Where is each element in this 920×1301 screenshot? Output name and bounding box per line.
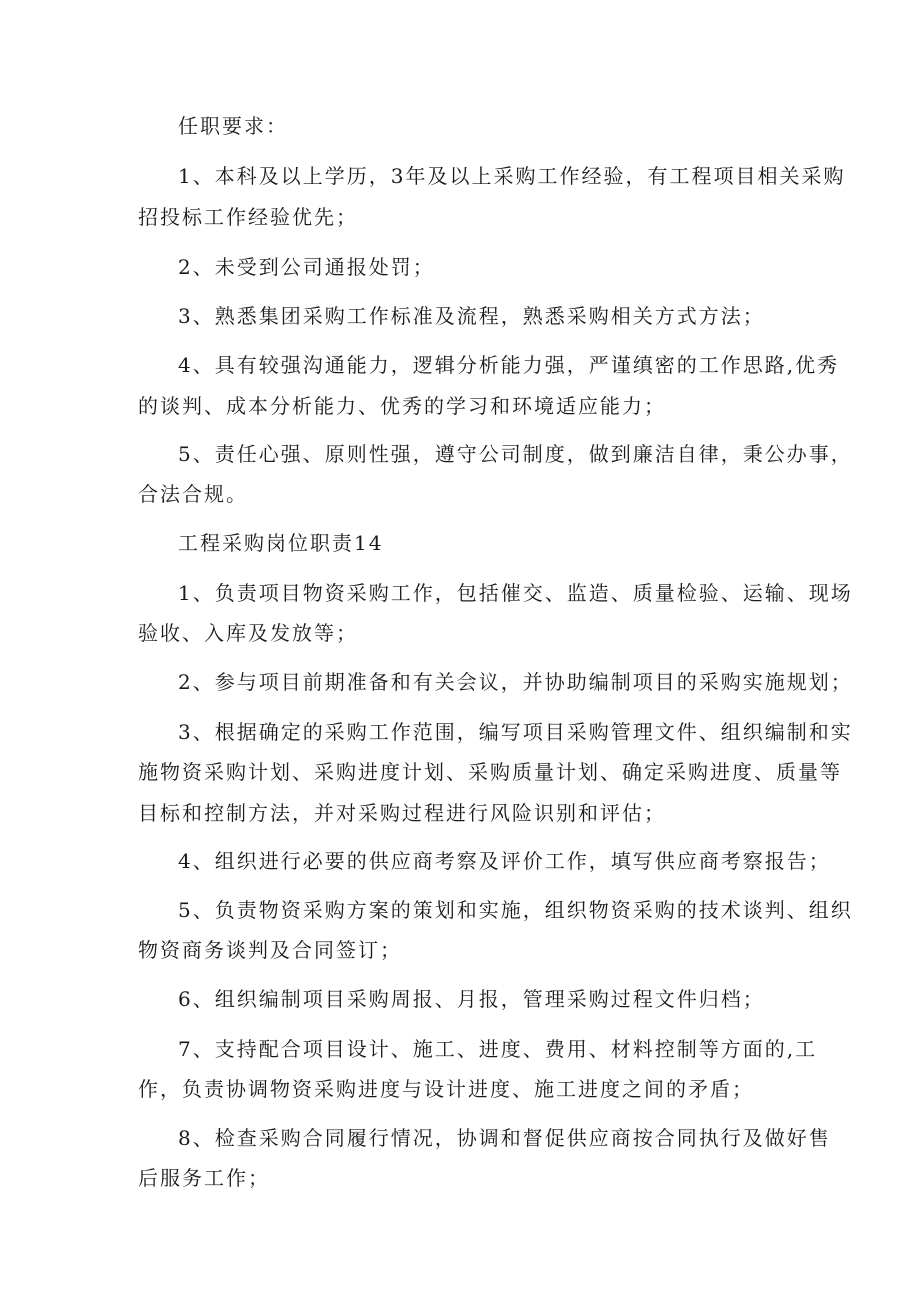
duty-1-line-2: 验收、入库及发放等； bbox=[138, 621, 358, 645]
duty-6: 6、组织编制项目采购周报、月报，管理采购过程文件归档； bbox=[178, 987, 765, 1011]
duty-4: 4、组织进行必要的供应商考察及评价工作，填写供应商考察报告； bbox=[178, 849, 831, 873]
duty-8-line-1: 8、检查采购合同履行情况，协调和督促供应商按合同执行及做好售 bbox=[178, 1126, 831, 1150]
duty-7-line-1: 7、支持配合项目设计、施工、进度、费用、材料控制等方面的,工 bbox=[178, 1037, 818, 1061]
duty-5-line-1: 5、负责物资采购方案的策划和实施，组织物资采购的技术谈判、组织 bbox=[178, 898, 853, 922]
duty-5-line-2: 物资商务谈判及合同签订； bbox=[138, 938, 402, 962]
requirement-5-line-2: 合法合规。 bbox=[138, 482, 248, 506]
requirement-1-line-2: 招投标工作经验优先； bbox=[138, 205, 358, 229]
duty-1-line-1: 1、负责项目物资采购工作，包括催交、监造、质量检验、运输、现场 bbox=[178, 581, 853, 605]
duty-3-line-2: 施物资采购计划、采购进度计划、采购质量计划、确定采购进度、质量等 bbox=[138, 760, 842, 784]
duty-7-line-2: 作，负责协调物资采购进度与设计进度、施工进度之间的矛盾； bbox=[138, 1077, 754, 1101]
duty-8-line-2: 后服务工作； bbox=[138, 1166, 270, 1190]
section-title: 工程采购岗位职责14 bbox=[178, 531, 384, 555]
requirement-3: 3、熟悉集团采购工作标准及流程，熟悉采购相关方式方法； bbox=[178, 304, 765, 328]
requirement-4-line-2: 的谈判、成本分析能力、优秀的学习和环境适应能力； bbox=[138, 394, 666, 418]
duty-3-line-3: 目标和控制方法，并对采购过程进行风险识别和评估； bbox=[138, 801, 666, 825]
requirement-1-line-1: 1、本科及以上学历，3年及以上采购工作经验，有工程项目相关采购 bbox=[178, 164, 846, 188]
requirement-5-line-1: 5、责任心强、原则性强，遵守公司制度，做到廉洁自律，秉公办事， bbox=[178, 442, 853, 466]
duty-3-line-1: 3、根据确定的采购工作范围，编写项目采购管理文件、组织编制和实 bbox=[178, 720, 853, 744]
requirement-2: 2、未受到公司通报处罚； bbox=[178, 255, 435, 279]
requirement-4-line-1: 4、具有较强沟通能力，逻辑分析能力强，严谨缜密的工作思路,优秀 bbox=[178, 353, 840, 377]
requirements-heading: 任职要求： bbox=[178, 114, 288, 138]
duty-2: 2、参与项目前期准备和有关会议，并协助编制项目的采购实施规划； bbox=[178, 670, 853, 694]
